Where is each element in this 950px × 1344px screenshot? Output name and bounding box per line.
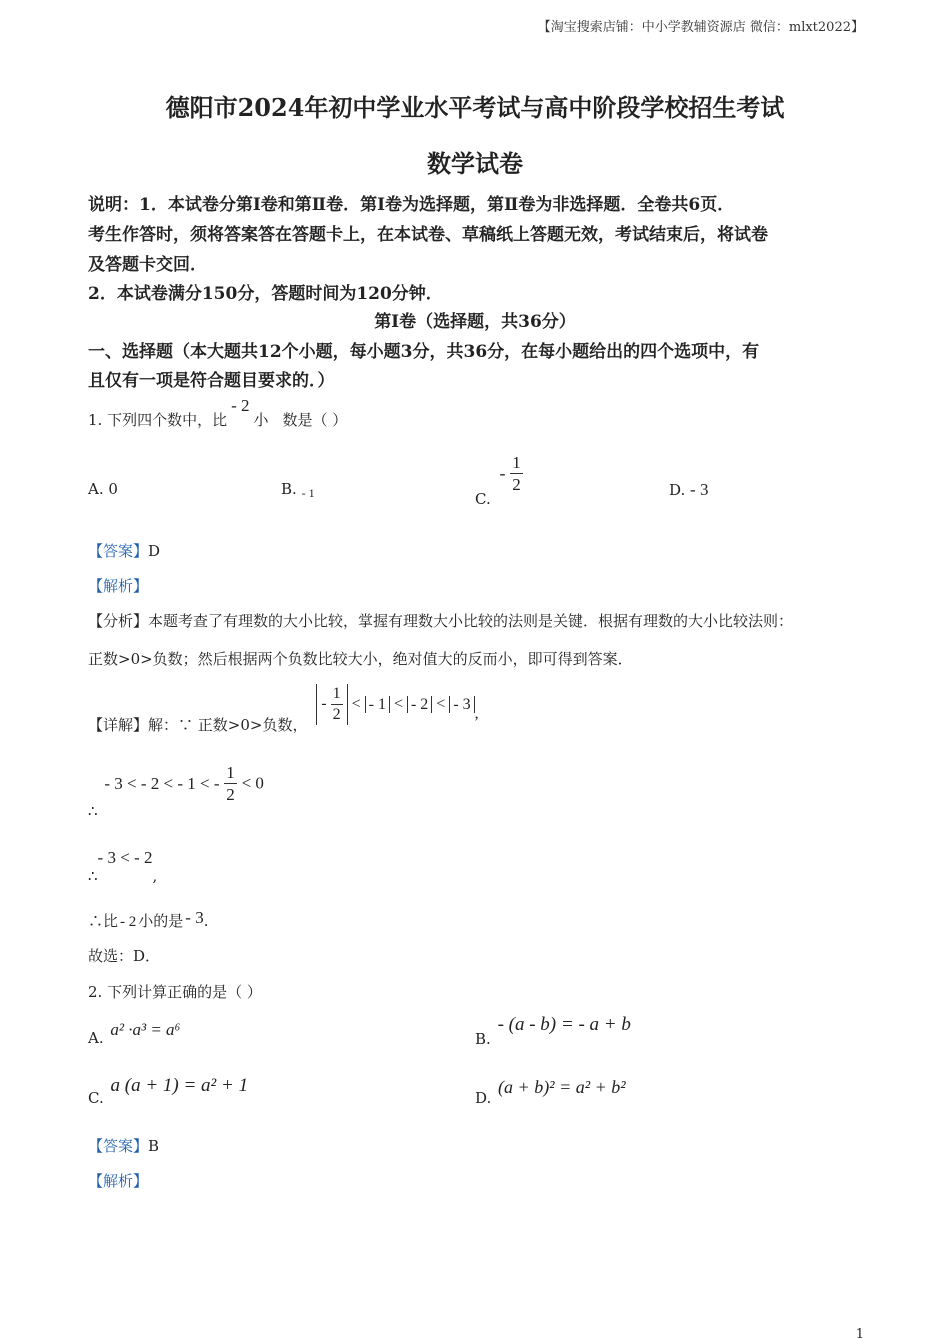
q1-option-d: [669, 480, 708, 500]
ineq2-denominator: 2: [226, 785, 235, 804]
ineq3: - 3 < - 2: [97, 848, 153, 867]
conclusion-post: .: [203, 912, 209, 930]
section-heading-2: 且仅有一项是符合题目要求的．）: [88, 371, 335, 391]
q1-option-b-value: - 1: [301, 486, 315, 500]
conclusion-num-1: - 2: [120, 914, 137, 930]
q1-conclusion: [88, 910, 208, 931]
therefore-symbol: ∴: [88, 801, 98, 820]
ineq1-lt-2: <: [389, 695, 407, 713]
ineq1-comma: ,: [474, 705, 479, 723]
q1-option-c-denominator: 2: [512, 475, 521, 494]
q1-option-c: [475, 453, 523, 508]
ineq1-lt-3: <: [432, 695, 450, 713]
q2-option-a-expr: a² ·a³ = a⁶: [110, 1020, 181, 1039]
q2-answer-tag: 【答案】: [88, 1137, 149, 1155]
conclusion-mid: 小的是: [138, 912, 184, 930]
q1-answer-value: D: [148, 542, 161, 560]
q1-inequality-1: [316, 685, 479, 723]
q1-option-c-fraction: [510, 454, 523, 493]
q2-answer: [88, 1135, 159, 1156]
ineq1-numerator: 1: [331, 686, 343, 705]
exam-subtitle: 数学试卷: [427, 149, 523, 178]
q1-select: 故选：D．: [88, 947, 161, 965]
ineq2-right: < 0: [241, 773, 264, 793]
q2-option-a: [88, 1020, 181, 1047]
q1-option-a: A. 0: [88, 480, 118, 498]
q1-detail: [88, 684, 479, 735]
q2-option-a-label: A.: [88, 1029, 104, 1047]
q1-option-c-numerator: 1: [512, 453, 521, 472]
ineq1-lt-1: <: [347, 695, 365, 713]
q2-option-d-expr: (a + b)² = a² + b²: [498, 1077, 626, 1097]
q1-stem: [88, 396, 348, 430]
ineq1-fraction: [331, 686, 343, 723]
q1-option-c-label: C.: [475, 489, 491, 508]
ineq3-comma: ,: [152, 867, 158, 885]
q1-analysis-1: [88, 610, 793, 631]
abs-neg-half: [316, 684, 347, 725]
q1-option-d-value: - 3: [690, 480, 709, 499]
abs-neg-three: - 3: [449, 696, 474, 714]
note-line-2: 考生作答时，须将答案答在答题卡上，在本试卷、草稿纸上答题无效，考试结束后，将试卷: [88, 225, 768, 245]
q2-option-c-label: C.: [88, 1089, 104, 1107]
q1-stem-number: - 2: [231, 396, 250, 415]
ineq2-left: - 3 < - 2 < - 1 < -: [104, 773, 220, 793]
q1-step-3: [88, 848, 158, 885]
therefore-symbol-2: ∴: [88, 867, 98, 885]
q1-step-2: [88, 763, 264, 820]
q1-analysis-tag: 【分析】: [88, 612, 149, 630]
abs-neg-one: - 1: [365, 696, 390, 714]
note-line-1: 说明：1．本试卷分第Ⅰ卷和第Ⅱ卷．第Ⅰ卷为选择题，第Ⅱ卷为非选择题．全卷共6页．: [88, 195, 735, 215]
ineq1-sign: -: [321, 695, 331, 713]
q1-stem-text: 1. 下列四个数中，比: [88, 411, 228, 429]
q2-answer-value: B: [148, 1137, 160, 1155]
q1-answer-tag: 【答案】: [88, 542, 149, 560]
q1-analysis-2: 正数>0>负数；然后根据两个负数比较大小，绝对值大的反而小，即可得到答案．: [88, 650, 633, 668]
q1-option-b-label: B.: [281, 480, 297, 498]
ineq2-fraction: [224, 764, 237, 803]
q2-option-c: [88, 1075, 249, 1107]
ineq2-numerator: 1: [226, 763, 235, 782]
note-line-3: 及答题卡交回．: [88, 255, 207, 275]
page-number: 1: [855, 1327, 864, 1342]
q1-jiexi-tag: 【解析】: [88, 577, 149, 595]
q1-detail-text: 解：∵ 正数>0>负数，: [148, 716, 308, 735]
conclusion-num-2: - 3: [185, 908, 204, 927]
section-heading-1: 一、选择题（本大题共12个小题，每小题3分，共36分，在每小题给出的四个选项中，有: [88, 342, 760, 362]
conclusion-pre: ∴比: [88, 912, 119, 930]
q2-jiexi-tag: 【解析】: [88, 1172, 149, 1190]
abs-neg-two: - 2: [407, 696, 432, 714]
exam-title: 德阳市2024年初中学业水平考试与高中阶段学校招生考试: [165, 93, 785, 122]
q1-answer: [88, 540, 160, 561]
q1-stem-mid: 小: [253, 411, 269, 429]
q1-analysis-text-1: 本题考查了有理数的大小比较，掌握有理数大小比较的法则是关键．根据有理数的大小比较法则：: [148, 612, 794, 630]
header-watermark: 【淘宝搜索店铺：中小学教辅资源店 微信：mlxt2022】: [537, 20, 864, 35]
q2-option-d-label: D.: [475, 1089, 492, 1107]
q1-option-d-label: D.: [669, 481, 686, 499]
q1-option-b: [281, 480, 315, 498]
note-line-4: 2．本试卷满分150分，答题时间为120分钟．: [88, 284, 443, 304]
q1-option-c-sign: -: [499, 463, 506, 483]
q2-option-b-expr: - (a - b) = - a + b: [497, 1014, 631, 1035]
q2-option-c-expr: a (a + 1) = a² + 1: [110, 1075, 249, 1096]
q2-option-b-label: B.: [475, 1030, 491, 1048]
q2-stem: 2. 下列计算正确的是（ ）: [88, 983, 262, 1001]
q2-option-d: [475, 1077, 626, 1107]
q1-detail-tag: 【详解】: [88, 716, 149, 735]
part-heading: 第Ⅰ卷（选择题，共36分）: [374, 312, 576, 332]
q2-option-b: [475, 1014, 631, 1048]
ineq1-denominator: 2: [332, 706, 341, 723]
q1-stem-post: 数是（ ）: [282, 411, 348, 429]
